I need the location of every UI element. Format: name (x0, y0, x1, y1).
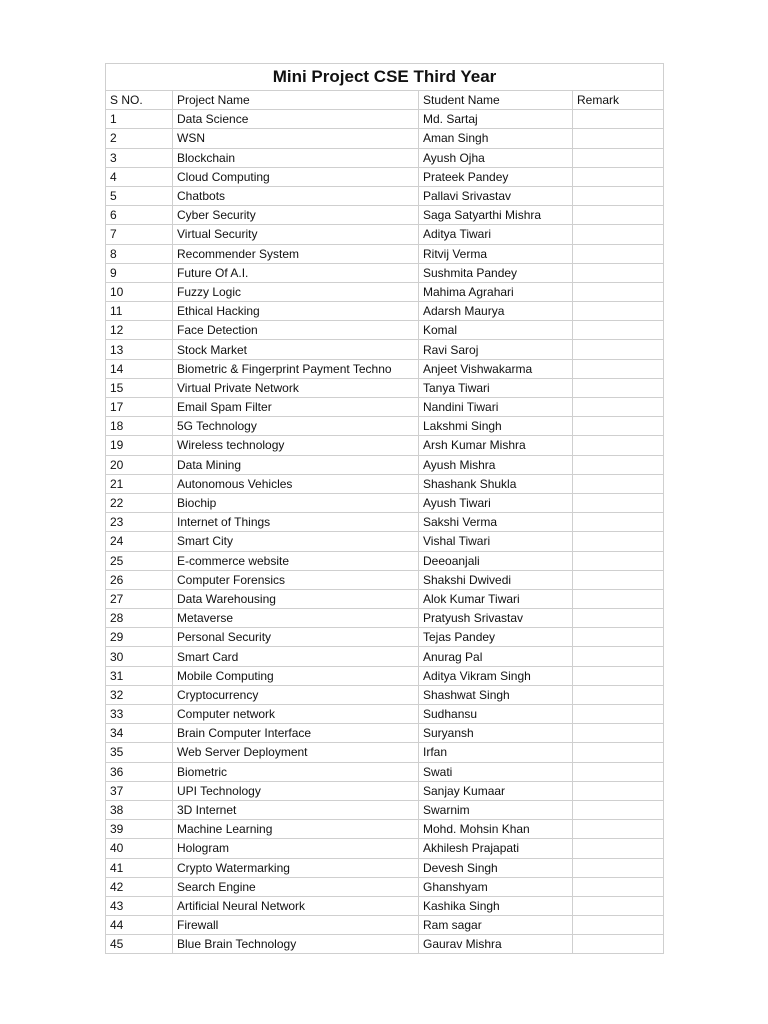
sno-cell: 44 (106, 916, 173, 935)
table-row (106, 800, 664, 819)
project-name-cell: Cyber Security (173, 206, 419, 225)
table-row (106, 724, 664, 743)
remark-cell (573, 167, 664, 186)
remark-cell (573, 282, 664, 301)
student-name-cell: Komal (419, 321, 573, 340)
student-name-cell: Prateek Pandey (419, 167, 573, 186)
remark-cell (573, 647, 664, 666)
student-name-cell: Sushmita Pandey (419, 263, 573, 282)
sno-cell: 27 (106, 589, 173, 608)
table-row (106, 820, 664, 839)
table-row (106, 570, 664, 589)
project-name-cell: Future Of A.I. (173, 263, 419, 282)
sno-cell: 34 (106, 724, 173, 743)
project-table (105, 63, 664, 954)
student-name-cell: Suryansh (419, 724, 573, 743)
table-row (106, 263, 664, 282)
project-name-cell: Hologram (173, 839, 419, 858)
student-name-cell: Sanjay Kumaar (419, 781, 573, 800)
remark-cell (573, 551, 664, 570)
sno-cell: 38 (106, 800, 173, 819)
sno-cell: 7 (106, 225, 173, 244)
project-name-cell: Autonomous Vehicles (173, 474, 419, 493)
sno-cell: 29 (106, 628, 173, 647)
remark-cell (573, 666, 664, 685)
sno-cell: 33 (106, 705, 173, 724)
table-row (106, 340, 664, 359)
table-row (106, 148, 664, 167)
table-row (106, 877, 664, 896)
table-row (106, 916, 664, 935)
project-name-cell: Stock Market (173, 340, 419, 359)
student-name-cell: Lakshmi Singh (419, 417, 573, 436)
remark-cell (573, 589, 664, 608)
student-name-cell: Deeoanjali (419, 551, 573, 570)
remark-cell (573, 724, 664, 743)
sno-cell: 9 (106, 263, 173, 282)
table-row (106, 609, 664, 628)
table-row (106, 743, 664, 762)
table-row (106, 302, 664, 321)
remark-cell (573, 685, 664, 704)
student-name-cell: Ayush Ojha (419, 148, 573, 167)
project-name-cell: Search Engine (173, 877, 419, 896)
student-name-cell: Akhilesh Prajapati (419, 839, 573, 858)
student-name-cell: Anurag Pal (419, 647, 573, 666)
project-name-cell: Smart Card (173, 647, 419, 666)
table-row (106, 935, 664, 954)
sno-cell: 8 (106, 244, 173, 263)
table-row (106, 628, 664, 647)
project-name-cell: Web Server Deployment (173, 743, 419, 762)
table-row (106, 896, 664, 915)
sno-cell: 2 (106, 129, 173, 148)
remark-cell (573, 916, 664, 935)
sno-cell: 43 (106, 896, 173, 915)
column-header-student-name: Student Name (419, 91, 573, 110)
remark-cell (573, 781, 664, 800)
remark-cell (573, 244, 664, 263)
sno-cell: 30 (106, 647, 173, 666)
student-name-cell: Nandini Tiwari (419, 398, 573, 417)
table-row (106, 129, 664, 148)
table-row (106, 685, 664, 704)
remark-cell (573, 609, 664, 628)
student-name-cell: Kashika Singh (419, 896, 573, 915)
sno-cell: 36 (106, 762, 173, 781)
remark-cell (573, 263, 664, 282)
project-name-cell: Biochip (173, 493, 419, 512)
project-name-cell: E-commerce website (173, 551, 419, 570)
student-name-cell: Saga Satyarthi Mishra (419, 206, 573, 225)
student-name-cell: Swarnim (419, 800, 573, 819)
project-name-cell: Fuzzy Logic (173, 282, 419, 301)
project-name-cell: Data Mining (173, 455, 419, 474)
project-name-cell: Metaverse (173, 609, 419, 628)
remark-cell (573, 455, 664, 474)
table-row (106, 589, 664, 608)
remark-cell (573, 206, 664, 225)
project-name-cell: Blue Brain Technology (173, 935, 419, 954)
table-row (106, 398, 664, 417)
sno-cell: 20 (106, 455, 173, 474)
project-name-cell: Virtual Security (173, 225, 419, 244)
remark-cell (573, 705, 664, 724)
remark-cell (573, 340, 664, 359)
student-name-cell: Ravi Saroj (419, 340, 573, 359)
student-name-cell: Ritvij Verma (419, 244, 573, 263)
project-name-cell: 3D Internet (173, 800, 419, 819)
sno-cell: 31 (106, 666, 173, 685)
table-row (106, 839, 664, 858)
remark-cell (573, 743, 664, 762)
project-name-cell: Artificial Neural Network (173, 896, 419, 915)
table-row (106, 206, 664, 225)
table-row (106, 167, 664, 186)
remark-cell (573, 570, 664, 589)
project-name-cell: Personal Security (173, 628, 419, 647)
project-name-cell: Chatbots (173, 186, 419, 205)
project-name-cell: Cryptocurrency (173, 685, 419, 704)
sno-cell: 41 (106, 858, 173, 877)
table-row (106, 455, 664, 474)
project-name-cell: Biometric & Fingerprint Payment Techno (173, 359, 419, 378)
table-row (106, 244, 664, 263)
remark-cell (573, 417, 664, 436)
sno-cell: 24 (106, 532, 173, 551)
remark-cell (573, 877, 664, 896)
remark-cell (573, 820, 664, 839)
student-name-cell: Tanya Tiwari (419, 378, 573, 397)
remark-cell (573, 148, 664, 167)
sno-cell: 39 (106, 820, 173, 839)
remark-cell (573, 398, 664, 417)
project-name-cell: Ethical Hacking (173, 302, 419, 321)
project-name-cell: Biometric (173, 762, 419, 781)
remark-cell (573, 800, 664, 819)
sno-cell: 25 (106, 551, 173, 570)
remark-cell (573, 839, 664, 858)
sno-cell: 15 (106, 378, 173, 397)
column-header-sno: S NO. (106, 91, 173, 110)
remark-cell (573, 532, 664, 551)
table-row (106, 762, 664, 781)
student-name-cell: Ayush Mishra (419, 455, 573, 474)
remark-cell (573, 129, 664, 148)
sno-cell: 10 (106, 282, 173, 301)
project-name-cell: Computer network (173, 705, 419, 724)
student-name-cell: Aditya Vikram Singh (419, 666, 573, 685)
sno-cell: 11 (106, 302, 173, 321)
student-name-cell: Ram sagar (419, 916, 573, 935)
remark-cell (573, 474, 664, 493)
sno-cell: 17 (106, 398, 173, 417)
sno-cell: 1 (106, 110, 173, 129)
sno-cell: 12 (106, 321, 173, 340)
sno-cell: 22 (106, 493, 173, 512)
student-name-cell: Mohd. Mohsin Khan (419, 820, 573, 839)
sno-cell: 42 (106, 877, 173, 896)
student-name-cell: Tejas Pandey (419, 628, 573, 647)
student-name-cell: Ghanshyam (419, 877, 573, 896)
sno-cell: 26 (106, 570, 173, 589)
table-row (106, 359, 664, 378)
table-row (106, 436, 664, 455)
table-row (106, 186, 664, 205)
remark-cell (573, 762, 664, 781)
student-name-cell: Md. Sartaj (419, 110, 573, 129)
table-row (106, 321, 664, 340)
student-name-cell: Aman Singh (419, 129, 573, 148)
sno-cell: 32 (106, 685, 173, 704)
project-name-cell: Machine Learning (173, 820, 419, 839)
table-row (106, 378, 664, 397)
student-name-cell: Sakshi Verma (419, 513, 573, 532)
remark-cell (573, 302, 664, 321)
remark-cell (573, 225, 664, 244)
sno-cell: 23 (106, 513, 173, 532)
sno-cell: 45 (106, 935, 173, 954)
sno-cell: 6 (106, 206, 173, 225)
table-row (106, 417, 664, 436)
sno-cell: 28 (106, 609, 173, 628)
project-name-cell: WSN (173, 129, 419, 148)
student-name-cell: Irfan (419, 743, 573, 762)
sno-cell: 35 (106, 743, 173, 762)
remark-cell (573, 513, 664, 532)
sno-cell: 4 (106, 167, 173, 186)
column-header-remark: Remark (573, 91, 664, 110)
sno-cell: 40 (106, 839, 173, 858)
remark-cell (573, 935, 664, 954)
remark-cell (573, 628, 664, 647)
table-row (106, 282, 664, 301)
sno-cell: 3 (106, 148, 173, 167)
project-name-cell: Internet of Things (173, 513, 419, 532)
sno-cell: 5 (106, 186, 173, 205)
table-row (106, 551, 664, 570)
table-row (106, 513, 664, 532)
remark-cell (573, 378, 664, 397)
student-name-cell: Shashwat Singh (419, 685, 573, 704)
project-name-cell: Email Spam Filter (173, 398, 419, 417)
remark-cell (573, 186, 664, 205)
project-name-cell: Smart City (173, 532, 419, 551)
project-name-cell: Crypto Watermarking (173, 858, 419, 877)
student-name-cell: Gaurav Mishra (419, 935, 573, 954)
student-name-cell: Sudhansu (419, 705, 573, 724)
student-name-cell: Vishal Tiwari (419, 532, 573, 551)
sno-cell: 18 (106, 417, 173, 436)
student-name-cell: Arsh Kumar Mishra (419, 436, 573, 455)
student-name-cell: Anjeet Vishwakarma (419, 359, 573, 378)
student-name-cell: Devesh Singh (419, 858, 573, 877)
project-name-cell: Face Detection (173, 321, 419, 340)
table-row (106, 110, 664, 129)
sno-cell: 13 (106, 340, 173, 359)
table-row (106, 647, 664, 666)
project-name-cell: UPI Technology (173, 781, 419, 800)
remark-cell (573, 858, 664, 877)
project-name-cell: Blockchain (173, 148, 419, 167)
table-row (106, 858, 664, 877)
student-name-cell: Pallavi Srivastav (419, 186, 573, 205)
remark-cell (573, 321, 664, 340)
table-row (106, 705, 664, 724)
student-name-cell: Shakshi Dwivedi (419, 570, 573, 589)
title-row (106, 64, 664, 91)
project-name-cell: Data Warehousing (173, 589, 419, 608)
project-name-cell: Wireless technology (173, 436, 419, 455)
table-row (106, 225, 664, 244)
remark-cell (573, 110, 664, 129)
project-name-cell: Cloud Computing (173, 167, 419, 186)
project-name-cell: Mobile Computing (173, 666, 419, 685)
remark-cell (573, 896, 664, 915)
project-name-cell: 5G Technology (173, 417, 419, 436)
header-row (106, 91, 664, 110)
project-name-cell: Virtual Private Network (173, 378, 419, 397)
table-row (106, 532, 664, 551)
table-body (106, 110, 664, 954)
project-name-cell: Computer Forensics (173, 570, 419, 589)
sno-cell: 37 (106, 781, 173, 800)
sno-cell: 14 (106, 359, 173, 378)
project-name-cell: Brain Computer Interface (173, 724, 419, 743)
student-name-cell: Alok Kumar Tiwari (419, 589, 573, 608)
student-name-cell: Ayush Tiwari (419, 493, 573, 512)
table-title: Mini Project CSE Third Year (106, 64, 664, 91)
table-row (106, 666, 664, 685)
sno-cell: 21 (106, 474, 173, 493)
student-name-cell: Shashank Shukla (419, 474, 573, 493)
sno-cell: 19 (106, 436, 173, 455)
project-name-cell: Firewall (173, 916, 419, 935)
project-name-cell: Recommender System (173, 244, 419, 263)
remark-cell (573, 493, 664, 512)
student-name-cell: Adarsh Maurya (419, 302, 573, 321)
table-row (106, 493, 664, 512)
student-name-cell: Aditya Tiwari (419, 225, 573, 244)
remark-cell (573, 436, 664, 455)
student-name-cell: Swati (419, 762, 573, 781)
remark-cell (573, 359, 664, 378)
table-row (106, 781, 664, 800)
table-row (106, 474, 664, 493)
project-name-cell: Data Science (173, 110, 419, 129)
student-name-cell: Mahima Agrahari (419, 282, 573, 301)
column-header-project-name: Project Name (173, 91, 419, 110)
student-name-cell: Pratyush Srivastav (419, 609, 573, 628)
